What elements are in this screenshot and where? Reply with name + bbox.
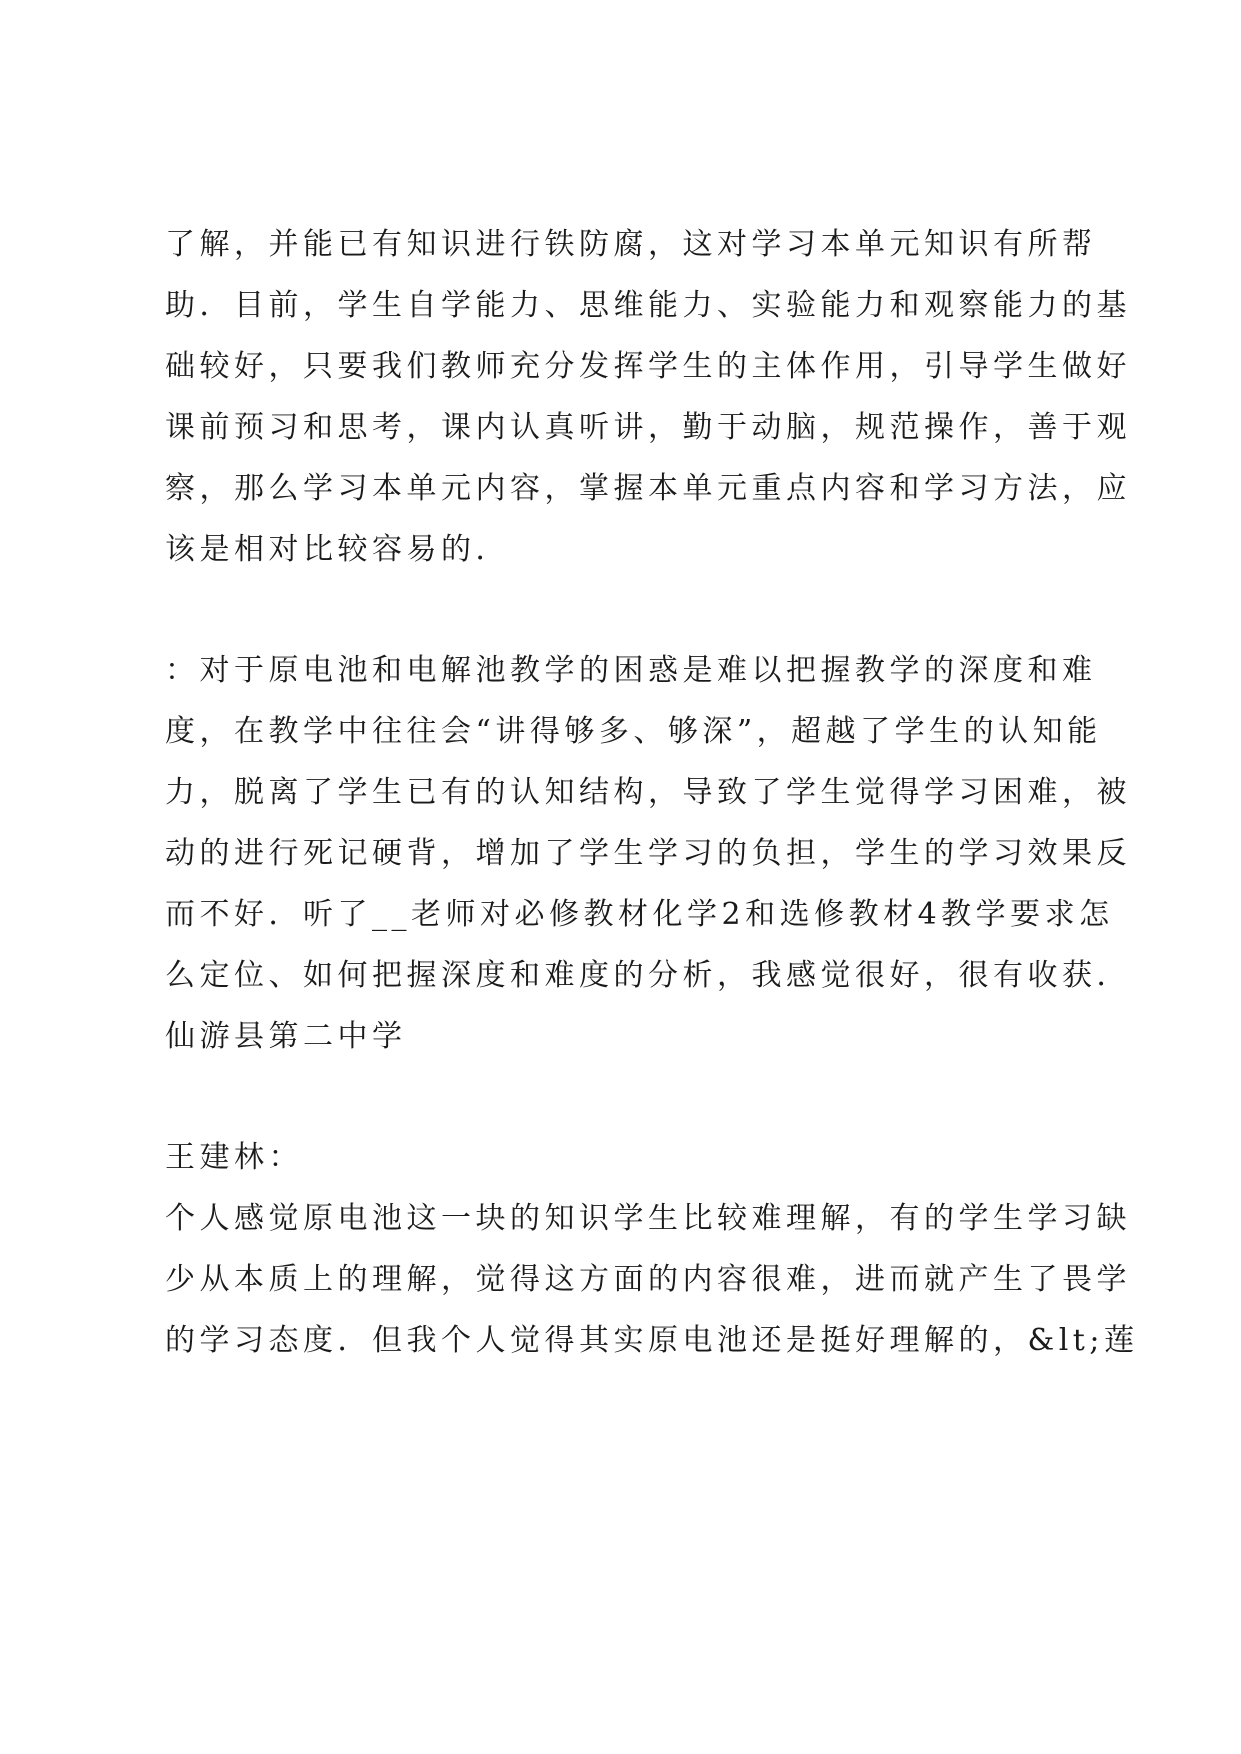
text-line: 力，脱离了学生已有的认知结构，导致了学生觉得学习困难，被 xyxy=(165,775,1131,810)
text-line: 了解，并能已有知识进行铁防腐，这对学习本单元知识有所帮 xyxy=(165,227,1097,262)
paragraph-spacer xyxy=(165,586,1100,646)
text-line: 少从本质上的理解，觉得这方面的内容很难，进而就产生了畏学 xyxy=(165,1262,1131,1297)
paragraph-teaching-confusion xyxy=(165,646,1131,1062)
author-name: 王建林： xyxy=(165,1140,303,1175)
text-line: 该是相对比较容易的． xyxy=(165,532,510,567)
document-body xyxy=(165,220,1139,1377)
text-line: 助．目前，学生自学能力、思维能力、实验能力和观察能力的基 xyxy=(165,288,1131,323)
paragraph-spacer xyxy=(165,1073,1100,1133)
text-line: 的学习态度．但我个人觉得其实原电池还是挺好理解的，&lt;莲 xyxy=(165,1323,1139,1358)
text-line: 础较好，只要我们教师充分发挥学生的主体作用，引导学生做好 xyxy=(165,349,1131,384)
text-line: 么定位、如何把握深度和难度的分析，我感觉很好，很有收获． xyxy=(165,958,1131,993)
text-line: 察，那么学习本单元内容，掌握本单元重点内容和学习方法，应 xyxy=(165,471,1131,506)
paragraph-wang-jianlin xyxy=(165,1133,1139,1366)
paragraph-unit-analysis xyxy=(165,220,1131,575)
text-line: 动的进行死记硬背，增加了学生学习的负担，学生的学习效果反 xyxy=(165,836,1131,871)
school-name: 仙游县第二中学 xyxy=(165,1019,407,1054)
text-line: 而不好．听了__老师对必修教材化学2和选修教材4教学要求怎 xyxy=(165,897,1114,932)
text-line: 度，在教学中往往会“讲得够多、够深”，超越了学生的认知能 xyxy=(165,714,1102,749)
text-line: 课前预习和思考，课内认真听讲，勤于动脑，规范操作，善于观 xyxy=(165,410,1131,445)
text-line: 个人感觉原电池这一块的知识学生比较难理解，有的学生学习缺 xyxy=(165,1201,1131,1236)
text-line: ：对于原电池和电解池教学的困惑是难以把握教学的深度和难 xyxy=(165,653,1097,688)
